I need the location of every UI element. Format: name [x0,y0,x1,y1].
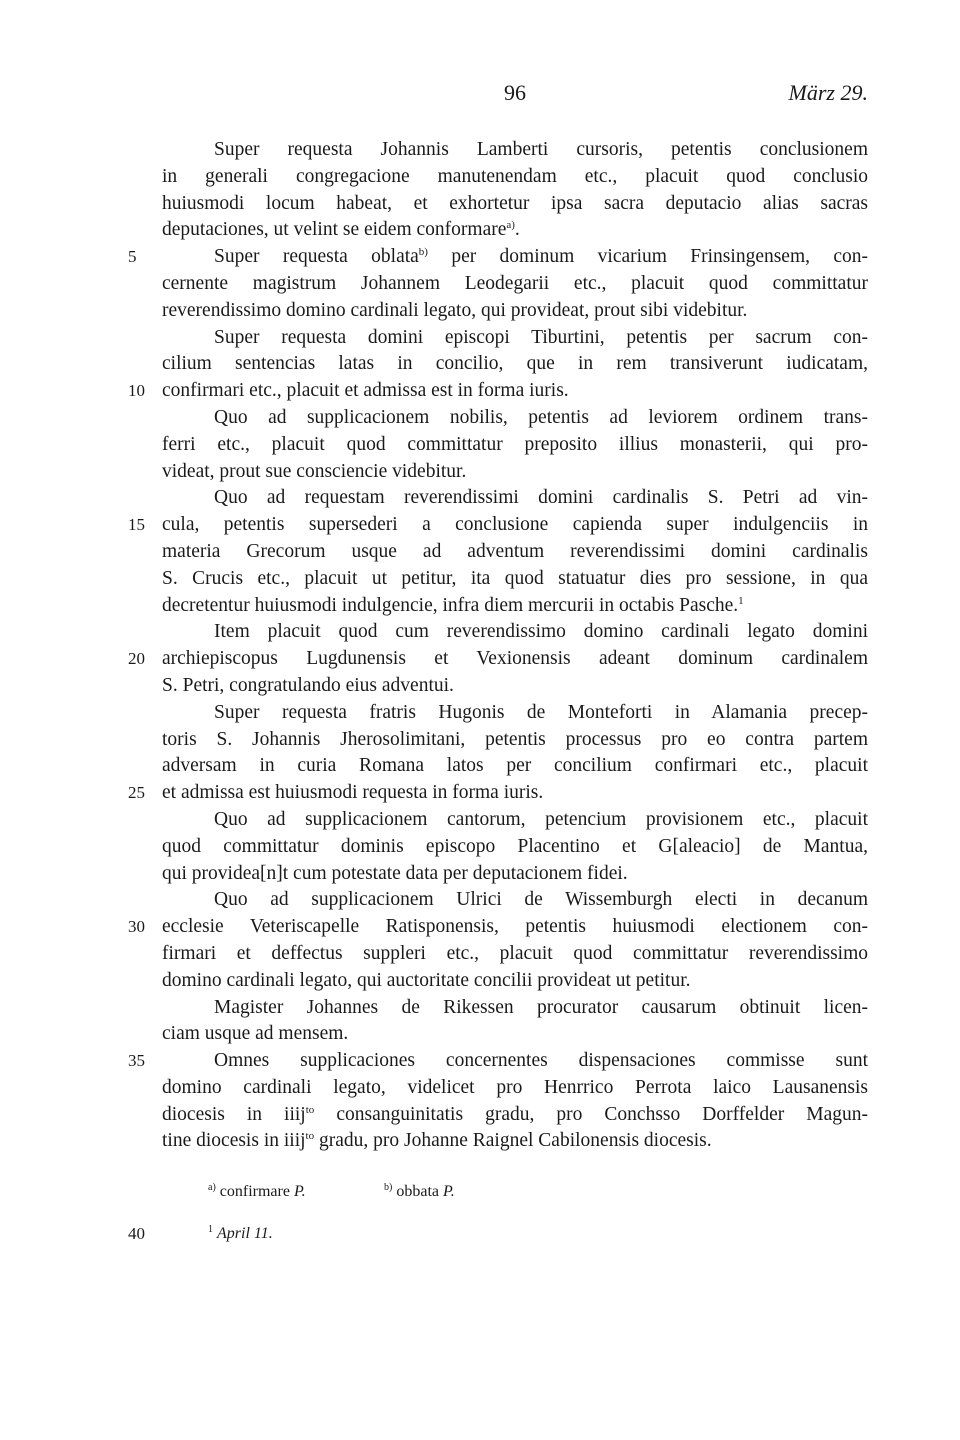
line-text: deputaciones, ut velint se eidem conformare [162,219,507,241]
line-text: huiusmodi locum habeat, et exhortetur ipsa sacra deputacio alias sacras [162,192,868,214]
line-text: Quo ad supplicacionem Ulrici de Wissemburgh electi in decanum [214,889,868,911]
apparatus-note-a [208,1180,306,1204]
line-text: Super requesta oblata [214,246,419,268]
main-text [128,137,868,1155]
footnote-text-1: April 11. [217,1225,273,1242]
line-text: Omnes supplicaciones concernentes dispensaciones commisse sunt [214,1050,868,1072]
line-text: cula, petentis supersederi a conclusione capienda super indulgenciis in [162,514,868,536]
page-header [162,80,868,110]
text-line [128,646,868,673]
text-line [162,1021,868,1048]
text-line [162,995,868,1022]
line-number: 10 [128,381,145,401]
text-line [162,968,868,995]
line-text: cernente magistrum Johannem Leodegarii etc., placuit quod committatur [162,272,868,294]
line-number: 30 [128,917,145,937]
line-text: Quo ad requestam reverendissimi domini cardinalis S. Petri ad vin- [214,487,868,509]
line-text-continuation: consanguinitatis gradu, pro Conchsso Dorffelder Magun- [314,1103,868,1125]
line-text: qui providea[n]t cum potestate data per deputacionem fidei. [162,862,628,884]
text-line [128,244,868,271]
note-reference: 1 [738,594,744,607]
text-line [128,914,868,941]
text-line [162,164,868,191]
text-line [162,593,868,620]
line-text: Item placuit quod cum reverendissimo domino cardinali legato domini [214,621,868,643]
text-line [162,405,868,432]
line-text-continuation: gradu, pro Johanne Raignel Cabilonensis diocesis. [314,1130,712,1152]
line-text: cilium sentencias latas in concilio, que in rem transiverunt iudicatam, [162,353,868,375]
line-text: Magister Johannes de Rikessen procurator causarum obtinuit licen- [214,996,868,1018]
line-number: 25 [128,783,145,803]
text-line [162,834,868,861]
line-text: ferri etc., placuit quod committatur preposito illius monasterii, qui pro- [162,433,868,455]
line-text: videat, prout sue consciencie videbitur. [162,460,467,482]
text-line [162,673,868,700]
line-text-continuation: per dominum vicarium Frinsingensem, con- [427,246,868,268]
line-text: et admissa est huiusmodi requesta in forma iuris. [162,782,544,804]
line-text: toris S. Johannis Jherosolimitani, petentis processus pro eo contra partem [162,728,868,750]
text-line [162,351,868,378]
line-text-continuation: . [514,219,520,241]
text-line [162,432,868,459]
text-line [162,887,868,914]
text-line [162,1075,868,1102]
line-number: 5 [128,247,137,267]
text-line [128,1048,868,1075]
line-text: confirmari etc., placuit et admissa est in forma iuris. [162,380,569,402]
line-number: 15 [128,515,145,535]
apparatus-text-b: obbata [392,1183,443,1200]
text-line [162,459,868,486]
text-line [128,378,868,405]
line-text: in generali congregacione manutenendam etc., placuit quod conclusio [162,165,868,187]
text-line [162,1128,868,1155]
line-text: quod committatur dominis episcopo Placentino et G[aleacio] de Mantua, [162,835,868,857]
line-text: firmari et deffectus suppleri etc., placuit quod committatur reverendissimo [162,942,868,964]
text-line [162,861,868,888]
footnote-mark-1: 1 [208,1224,213,1235]
note-reference: a) [506,219,515,232]
note-reference: to [305,1130,315,1143]
line-text: Super requesta domini episcopi Tiburtini, petentis per sacrum con- [214,326,868,348]
text-line [162,298,868,325]
line-text: reverendissimo domino cardinali legato, qui provideat, prout sibi videbitur. [162,299,748,321]
text-line [162,539,868,566]
apparatus-siglum-a: P. [293,1183,306,1200]
text-line [128,512,868,539]
historical-footnote [128,1222,868,1246]
apparatus-mark-b: b) [384,1182,393,1193]
text-line [162,217,868,244]
text-line [162,325,868,352]
line-number: 35 [128,1051,145,1071]
line-text: tine diocesis in iiij [162,1130,306,1152]
line-text: ciam usque ad mensem. [162,1023,349,1045]
line-text: materia Grecorum usque ad adventum reverendissimi domini cardinalis [162,540,868,562]
line-text: domino cardinali legato, qui auctoritate concilii provideat ut petitur. [162,969,691,991]
line-text: decretentur huiusmodi indulgencie, infra diem mercurii in octabis Pasche. [162,594,739,616]
text-line [162,566,868,593]
line-text: Quo ad supplicacionem nobilis, petentis ad leviorem ordinem trans- [214,406,868,428]
line-number: 40 [128,1224,145,1243]
apparatus-siglum-b: P. [443,1183,455,1200]
line-text: Super requesta Johannis Lamberti cursoris, petentis conclusionem [214,139,868,160]
line-text: S. Petri, congratulando eius adventui. [162,674,454,696]
running-head-date: März 29. [788,80,868,105]
line-text: archiepiscopus Lugdunensis et Vexionensis adeant dominum cardinalem [162,648,868,670]
text-line [128,780,868,807]
note-reference: b) [418,246,428,259]
line-text: S. Crucis etc., placuit ut petitur, ita quod statuatur dies pro sessione, in qua [162,567,868,589]
text-line [162,137,868,164]
note-reference: to [305,1103,315,1116]
apparatus-text-a: confirmare [215,1183,294,1200]
line-text: diocesis in iiij [162,1103,306,1125]
text-line [162,700,868,727]
text-line [162,941,868,968]
page-number: 96 [504,80,526,105]
text-line [162,485,868,512]
apparatus-mark-a: a) [208,1182,216,1193]
line-text: adversam in curia Romana latos per concilium confirmari etc., placuit [162,755,868,777]
text-line [162,1102,868,1129]
text-line [162,807,868,834]
critical-apparatus [162,1180,868,1204]
line-text: domino cardinali legato, videlicet pro Henrrico Perrota laico Lausanensis [162,1076,868,1098]
text-line [162,271,868,298]
line-text: Super requesta fratris Hugonis de Monteforti in Alamania precep- [214,701,868,723]
apparatus-note-b [384,1180,455,1204]
line-text: Quo ad supplicacionem cantorum, petencium provisionem etc., placuit [214,808,868,830]
text-line [162,619,868,646]
text-line [162,191,868,218]
line-text: ecclesie Veteriscapelle Ratisponensis, petentis huiusmodi electionem con- [162,916,868,938]
footnote-1 [208,1222,273,1246]
text-line [162,727,868,754]
line-number: 20 [128,649,145,669]
text-line [162,753,868,780]
